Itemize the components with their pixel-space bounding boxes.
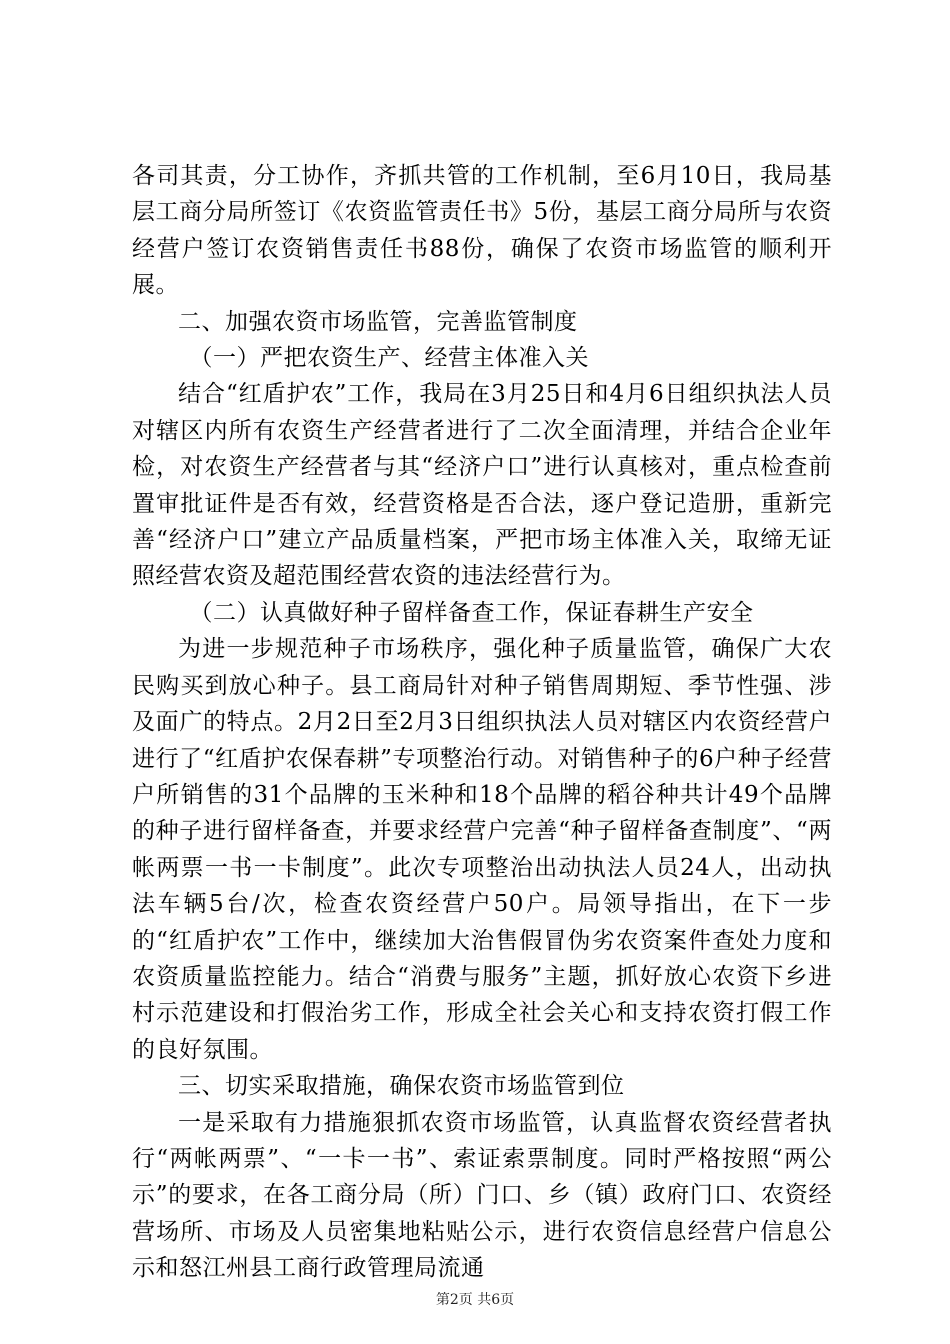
- page-number: 第2页: [435, 1292, 473, 1308]
- subsection-heading-2-2: （二）认真做好种子留样备查工作，保证春耕生产安全: [189, 599, 754, 626]
- document-body: [132, 158, 832, 1287]
- subsection-heading-2-1: （一）严把农资生产、经营主体准入关: [189, 345, 589, 372]
- paragraph-market-access: 结合“红盾护农”工作，我局在3月25日和4月6日组织执法人员对辖区内所有农资生产经营者进行了二次全面清理，并结合企业年检，对农资生产经营者与其“经济户口”进行认真核对，重点检查前置审批证件是否有效，经营资格是否合法，逐户登记造册，重新完善“经济户口”建立产品质量档案，严把市场主体准入关，取缔无证照经营农资及超范围经营农资的违法经营行为。: [132, 381, 832, 590]
- section-heading-2: 二、加强农资市场监管，完善监管制度: [178, 308, 578, 335]
- page-total: 共6页: [477, 1292, 515, 1308]
- page-footer: [0, 1290, 950, 1310]
- section-heading-3: 三、切实采取措施，确保农资市场监管到位: [178, 1073, 625, 1100]
- paragraph-continuation: 各司其责，分工协作，齐抓共管的工作机制，至6月10日，我局基层工商分局所签订《农资监管责任书》5份，基层工商分局所与农资经营户签订农资销售责任书88份，确保了农资市场监管的顺利开展。: [132, 163, 832, 299]
- paragraph-seed-sampling: 为进一步规范种子市场秩序，强化种子质量监管，确保广大农民购买到放心种子。县工商局针对种子销售周期短、季节性强、涉及面广的特点。2月2日至2月3日组织执法人员对辖区内农资经营户进行了“红盾护农保春耕”专项整治行动。对销售种子的6户种子经营户所销售的31个品牌的玉米种和18个品牌的稻谷种共计49个品牌的种子进行留样备查，并要求经营户完善“种子留样备查制度”、“两帐两票一书一卡制度”。此次专项整治出动执法人员24人，出动执法车辆5台/次，检查农资经营户50户。局领导指出，在下一步的“红盾护农”工作中，继续加大治售假冒伪劣农资案件查处力度和农资质量监控能力。结合“消费与服务”主题，抓好放心农资下乡进村示范建设和打假治劣工作，形成全社会关心和支持农资打假工作的良好氛围。: [132, 636, 832, 1063]
- paragraph-measures: 一是采取有力措施狠抓农资市场监管，认真监督农资经营者执行“两帐两票”、“一卡一书”、索证索票制度。同时严格按照“两公示”的要求，在各工商分局（所）门口、乡（镇）政府门口、农资经营场所、市场及人员密集地粘贴公示，进行农资信息经营户信息公示和怒江州县工商行政管理局流通: [132, 1109, 832, 1282]
